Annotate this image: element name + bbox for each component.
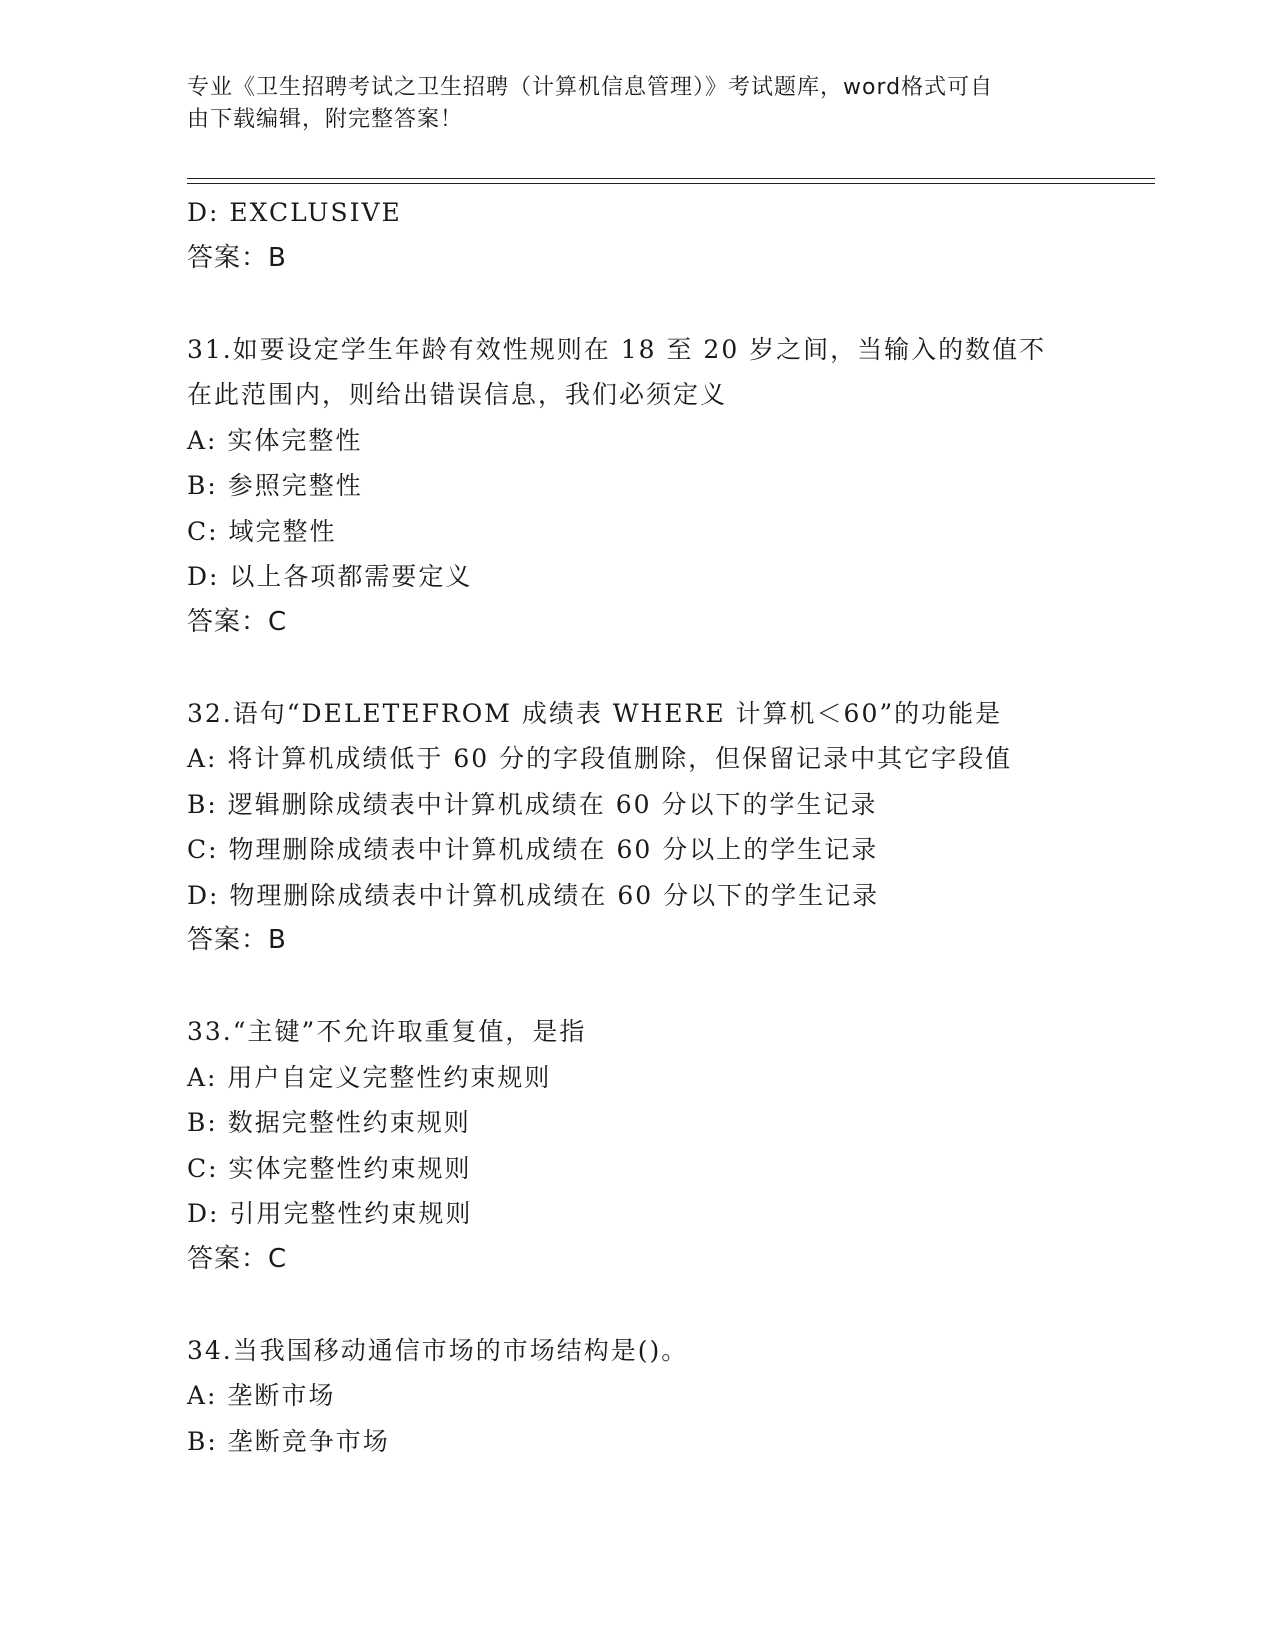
option-d: D: 引用完整性约束规则 xyxy=(187,1199,473,1228)
option-b: B: 逻辑删除成绩表中计算机成绩在 60 分以下的学生记录 xyxy=(187,789,878,819)
option-c: C: 实体完整性约束规则 xyxy=(187,1153,472,1183)
option-a: A: 将计算机成绩低于 60 分的字段值删除，但保留记录中其它字段值 xyxy=(187,744,1013,773)
spacer xyxy=(187,645,1107,691)
question-text: 33.“主键”不允许取重复值，是指 xyxy=(187,1017,587,1046)
question-block-31 xyxy=(187,327,1107,646)
option-c: C: 物理删除成绩表中计算机成绩在 60 分以上的学生记录 xyxy=(187,835,879,864)
option-d: D: EXCLUSIVE xyxy=(187,198,402,227)
header-double-rule xyxy=(187,178,1155,184)
answer-line: 答案：B xyxy=(187,242,287,273)
spacer xyxy=(187,1282,1107,1328)
option-a: A: 垄断市场 xyxy=(187,1381,336,1410)
header-line-2: 由下载编辑，附完整答案！ xyxy=(187,107,464,132)
question-text: 31.如要设定学生年龄有效性规则在 18 至 20 岁之间，当输入的数值不 xyxy=(187,334,1047,364)
header-line-1: 专业《卫生招聘考试之卫生招聘（计算机信息管理）》考试题库，word格式可自 xyxy=(187,75,994,100)
option-b: B: 参照完整性 xyxy=(187,471,363,500)
question-block-33 xyxy=(187,1009,1107,1282)
question-block-30-tail xyxy=(187,190,1107,281)
answer-line: 答案：C xyxy=(187,606,288,637)
spacer xyxy=(187,281,1107,327)
option-c: C: 域完整性 xyxy=(187,516,337,546)
option-b: B: 数据完整性约束规则 xyxy=(187,1108,471,1137)
question-text-continued: 在此范围内，则给出错误信息，我们必须定义 xyxy=(187,380,728,409)
question-list xyxy=(187,190,1107,1464)
question-block-34 xyxy=(187,1328,1107,1465)
document-header xyxy=(187,72,1087,136)
question-block-32 xyxy=(187,691,1107,964)
answer-line: 答案：C xyxy=(187,1243,288,1274)
spacer xyxy=(187,964,1107,1010)
question-text: 34.当我国移动通信市场的市场结构是()。 xyxy=(187,1335,689,1365)
option-b: B: 垄断竞争市场 xyxy=(187,1426,390,1456)
answer-line: 答案：B xyxy=(187,925,287,955)
question-text: 32.语句“DELETEFROM 成绩表 WHERE 计算机＜60”的功能是 xyxy=(187,698,1003,728)
option-a: A: 实体完整性 xyxy=(187,425,363,455)
option-d: D: 以上各项都需要定义 xyxy=(187,562,473,591)
option-d: D: 物理删除成绩表中计算机成绩在 60 分以下的学生记录 xyxy=(187,880,880,910)
option-a: A: 用户自定义完整性约束规则 xyxy=(187,1062,552,1092)
